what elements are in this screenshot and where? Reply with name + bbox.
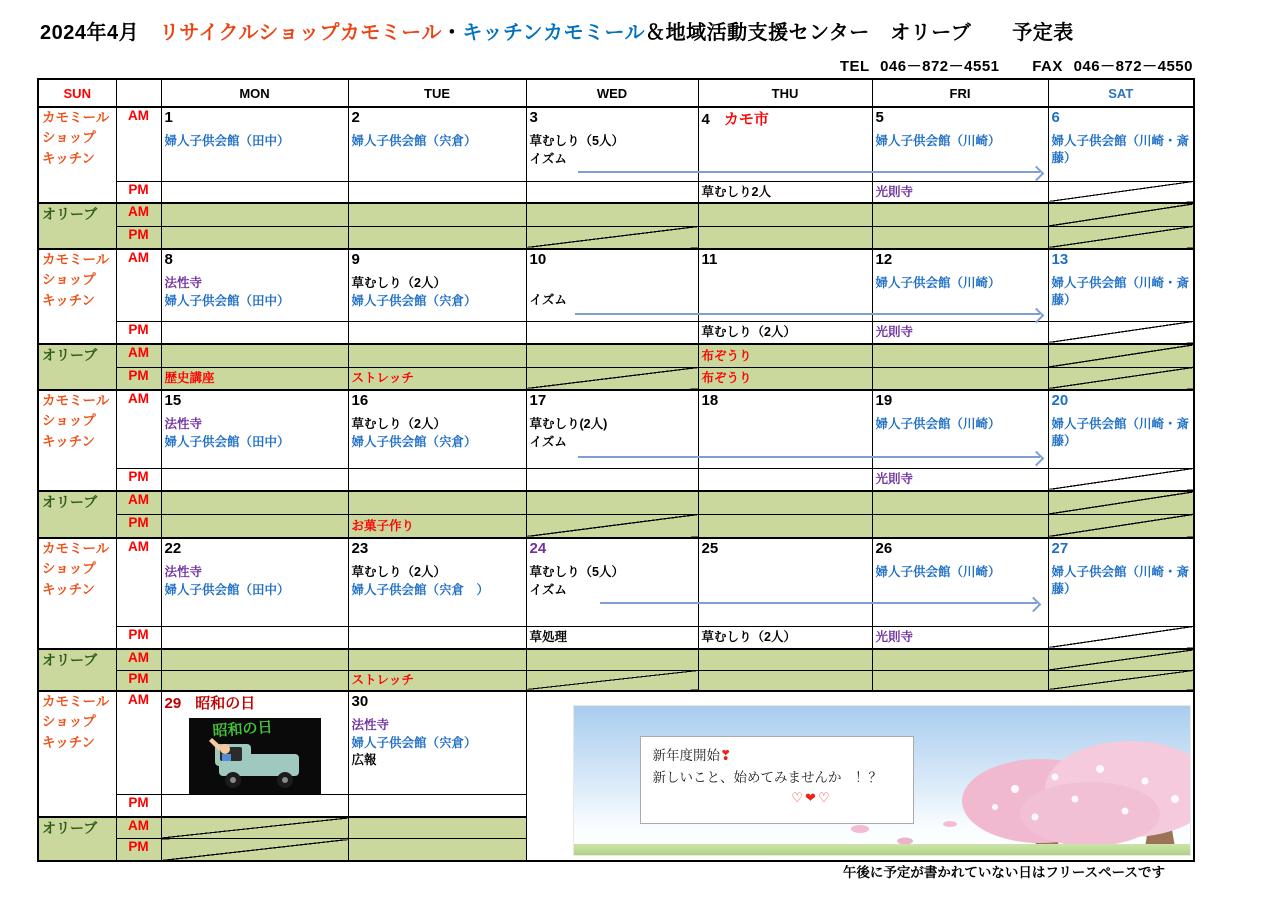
kamo-ichi-event: カモ市 — [723, 111, 769, 128]
w2-olive-am-label: AM — [116, 344, 161, 367]
w5-olive-am-tue — [348, 817, 526, 839]
d27-pm — [1048, 626, 1194, 649]
showa-day-holiday: 昭和の日 — [195, 695, 256, 712]
w1-olive-pm-thu — [698, 226, 872, 249]
w1-olive-am-mon — [161, 203, 348, 226]
w2-olive-pm-fri — [872, 367, 1048, 390]
d19-am: 19 婦人子供会館（川崎） — [872, 390, 1048, 468]
d10-am: 10 イズム — [526, 249, 698, 321]
w4-olive-am-wed — [526, 649, 698, 670]
w3-olive-am-wed — [526, 491, 698, 514]
d9-pm — [348, 321, 526, 344]
w4-olive-pm-row — [38, 670, 1194, 691]
chamomile-label: カモミール ショップ キッチン — [38, 249, 116, 344]
w2-am-label: AM — [116, 249, 161, 321]
d25-pm: 草むしり（2人） — [698, 626, 872, 649]
w3-olive-pm-row — [38, 514, 1194, 538]
d25-am: 25 — [698, 538, 872, 626]
d4-am: 4 カモ市 — [698, 107, 872, 181]
w4-olive-am-label: AM — [116, 649, 161, 670]
w1-pm-label: PM — [116, 181, 161, 203]
w4-olive-am-sat — [1048, 649, 1194, 670]
w3-olive-am-label: AM — [116, 491, 161, 514]
chamomile-label: カモミール ショップ キッチン — [38, 538, 116, 649]
d30-am: 30 法性寺 婦人子供会館（宍倉） 広報 — [348, 691, 526, 795]
w4-am-row — [38, 538, 1194, 626]
w1-olive-pm-tue — [348, 226, 526, 249]
w1-pm-row — [38, 181, 1194, 203]
d18-pm — [698, 468, 872, 491]
olive-label: オリーブ — [38, 344, 116, 390]
w2-olive-pm-tue: ストレッチ — [348, 367, 526, 390]
d24-pm: 草処理 — [526, 626, 698, 649]
contact-line — [840, 55, 1193, 76]
olive-label: オリーブ — [38, 817, 116, 861]
fax-number: 046－872－4550 — [1073, 58, 1193, 75]
d5-pm: 光則寺 — [872, 181, 1048, 203]
chamomile-label: カモミール ショップ キッチン — [38, 691, 116, 817]
footer-note: 午後に予定が書かれていない日はフリースペースです — [842, 865, 1165, 880]
d6-am: 6 婦人子供会館（川崎・斎藤） — [1048, 107, 1194, 181]
w4-olive-pm-sat — [1048, 670, 1194, 691]
w1-am-row — [38, 107, 1194, 181]
w4-olive-pm-tue: ストレッチ — [348, 670, 526, 691]
d27-am: 27 婦人子供会館（川崎・斎藤） — [1048, 538, 1194, 626]
d1-pm — [161, 181, 348, 203]
header-sat: SAT — [1048, 79, 1194, 107]
w5-pm-label: PM — [116, 795, 161, 817]
w3-olive-pm-mon — [161, 514, 348, 538]
d24-am: 24 草むしり（5人） イズム — [526, 538, 698, 626]
d26-am: 26 婦人子供会館（川崎） — [872, 538, 1048, 626]
w2-olive-am-tue — [348, 344, 526, 367]
w2-olive-am-sat — [1048, 344, 1194, 367]
w2-olive-am-mon — [161, 344, 348, 367]
schedule-arrow-week2 — [575, 313, 1040, 315]
w5-am-row — [38, 691, 1194, 795]
w2-olive-pm-thu: 布ぞうり — [698, 367, 872, 390]
w1-olive-pm-mon — [161, 226, 348, 249]
schedule-arrow-week4 — [600, 602, 1037, 604]
d3-am: 3 草むしり（5人） イズム — [526, 107, 698, 181]
w4-am-label: AM — [116, 538, 161, 626]
w3-am-label: AM — [116, 390, 161, 468]
w4-pm-label: PM — [116, 626, 161, 649]
d11-pm: 草むしり（2人） — [698, 321, 872, 344]
w3-olive-am-tue — [348, 491, 526, 514]
d17-pm — [526, 468, 698, 491]
d8-pm — [161, 321, 348, 344]
schedule-table — [37, 78, 1195, 862]
d12-am: 12 婦人子供会館（川崎） — [872, 249, 1048, 321]
w1-olive-am-tue — [348, 203, 526, 226]
chamomile-label: カモミール ショップ キッチン — [38, 107, 116, 203]
w4-olive-am-tue — [348, 649, 526, 670]
w3-olive-am-fri — [872, 491, 1048, 514]
olive-label: オリーブ — [38, 649, 116, 691]
w1-olive-am-label: AM — [116, 203, 161, 226]
w5-olive-pm-tue — [348, 839, 526, 861]
w4-pm-row — [38, 626, 1194, 649]
w2-am-row — [38, 249, 1194, 321]
w3-olive-pm-thu — [698, 514, 872, 538]
chamomile-label: カモミール ショップ キッチン — [38, 390, 116, 491]
title-dot: ・ — [441, 22, 463, 44]
w1-olive-am-sat — [1048, 203, 1194, 226]
w1-olive-am-fri — [872, 203, 1048, 226]
w4-olive-am-mon — [161, 649, 348, 670]
w1-olive-pm-sat — [1048, 226, 1194, 249]
spring-illustration-cell — [526, 691, 1194, 861]
d2-am: 2 婦人子供会館（宍倉） — [348, 107, 526, 181]
d3-pm — [526, 181, 698, 203]
d13-pm — [1048, 321, 1194, 344]
title-rest: ＆地域活動支援センター オリーブ 予定表 — [645, 22, 1074, 44]
d2-pm — [348, 181, 526, 203]
d19-pm: 光則寺 — [872, 468, 1048, 491]
w3-olive-pm-fri — [872, 514, 1048, 538]
w2-pm-label: PM — [116, 321, 161, 344]
header-fri: FRI — [872, 79, 1048, 107]
w4-olive-pm-wed — [526, 670, 698, 691]
w1-olive-pm-fri — [872, 226, 1048, 249]
w5-olive-pm-mon — [161, 839, 348, 861]
page-title — [40, 16, 1074, 45]
d12-pm: 光則寺 — [872, 321, 1048, 344]
tel-label: TEL — [839, 58, 870, 75]
tel-number: 046－872－4551 — [880, 58, 1000, 75]
w1-olive-am-row — [38, 203, 1194, 226]
w5-am-label: AM — [116, 691, 161, 795]
d29-am: 29 昭和の日 昭和の日 — [161, 691, 348, 795]
w3-olive-am-sat — [1048, 491, 1194, 514]
w2-olive-pm-wed — [526, 367, 698, 390]
hearts-icon: ♡❤♡ — [791, 790, 832, 806]
d22-pm — [161, 626, 348, 649]
header-blank — [116, 79, 161, 107]
schedule-arrow-week1 — [578, 171, 1040, 173]
w1-olive-pm-row — [38, 226, 1194, 249]
header-sun: SUN — [38, 79, 116, 107]
w2-pm-row — [38, 321, 1194, 344]
title-month: 2024年4月 — [40, 22, 140, 44]
w2-olive-am-fri — [872, 344, 1048, 367]
d22-am: 22 法性寺 婦人子供会館（田中） — [161, 538, 348, 626]
w5-olive-am-label: AM — [116, 817, 161, 839]
d16-am: 16 草むしり（2人） 婦人子供会館（宍倉） — [348, 390, 526, 468]
w4-olive-pm-fri — [872, 670, 1048, 691]
w1-olive-am-thu — [698, 203, 872, 226]
title-shop: リサイクルショップカモミール — [159, 22, 442, 44]
w2-olive-am-row — [38, 344, 1194, 367]
d23-am: 23 草むしり（2人） 婦人子供会館（宍倉 ） — [348, 538, 526, 626]
d15-pm — [161, 468, 348, 491]
w1-am-label: AM — [116, 107, 161, 181]
w4-olive-pm-thu — [698, 670, 872, 691]
d5-am: 5 婦人子供会館（川崎） — [872, 107, 1048, 181]
w1-olive-pm-label: PM — [116, 226, 161, 249]
d16-pm — [348, 468, 526, 491]
header-tue: TUE — [348, 79, 526, 107]
d8-am: 8 法性寺 婦人子供会館（田中） — [161, 249, 348, 321]
olive-label: オリーブ — [38, 203, 116, 249]
w3-pm-row — [38, 468, 1194, 491]
d9-am: 9 草むしり（2人） 婦人子供会館（宍倉） — [348, 249, 526, 321]
d11-am: 11 — [698, 249, 872, 321]
w4-olive-am-fri — [872, 649, 1048, 670]
w2-olive-pm-sat — [1048, 367, 1194, 390]
grass-strip — [574, 844, 1190, 855]
d4-pm: 草むしり2人 — [698, 181, 872, 203]
new-year-note-box: 新年度開始❣ 新しいこと、始めてみませんか ！？ ♡❤♡ — [640, 736, 914, 824]
w3-pm-label: PM — [116, 468, 161, 491]
w1-olive-am-wed — [526, 203, 698, 226]
w1-olive-pm-wed — [526, 226, 698, 249]
title-kitchen: キッチンカモミール — [462, 22, 646, 44]
weekday-header-row — [38, 79, 1194, 107]
header-wed: WED — [526, 79, 698, 107]
spring-illustration — [573, 705, 1191, 856]
w3-olive-am-mon — [161, 491, 348, 514]
svg-text:昭和の日: 昭和の日 — [211, 718, 273, 740]
w5-olive-pm-label: PM — [116, 839, 161, 861]
w2-olive-pm-mon: 歴史講座 — [161, 367, 348, 390]
d26-pm: 光則寺 — [872, 626, 1048, 649]
heart-exclamation-icon: ❣ — [720, 748, 732, 763]
showa-day-truck-image — [189, 718, 321, 794]
w4-olive-am-row — [38, 649, 1194, 670]
w4-olive-pm-mon — [161, 670, 348, 691]
d17-am: 17 草むしり(2人) イズム — [526, 390, 698, 468]
w3-olive-pm-wed — [526, 514, 698, 538]
w3-olive-pm-sat — [1048, 514, 1194, 538]
fax-label: FAX — [1032, 58, 1063, 75]
d23-pm — [348, 626, 526, 649]
d13-am: 13 婦人子供会館（川崎・斎藤） — [1048, 249, 1194, 321]
w2-olive-pm-row — [38, 367, 1194, 390]
w2-olive-am-wed — [526, 344, 698, 367]
d18-am: 18 — [698, 390, 872, 468]
d1-am: 1 婦人子供会館（田中） — [161, 107, 348, 181]
d20-pm — [1048, 468, 1194, 491]
d10-pm — [526, 321, 698, 344]
header-thu: THU — [698, 79, 872, 107]
w5-olive-am-mon — [161, 817, 348, 839]
d6-pm — [1048, 181, 1194, 203]
schedule-arrow-week3 — [578, 456, 1040, 458]
w4-olive-pm-label: PM — [116, 670, 161, 691]
w3-olive-pm-tue: お菓子作り — [348, 514, 526, 538]
w3-olive-am-row — [38, 491, 1194, 514]
d15-am: 15 法性寺 婦人子供会館（田中） — [161, 390, 348, 468]
w2-olive-pm-label: PM — [116, 367, 161, 390]
w2-olive-am-thu: 布ぞうり — [698, 344, 872, 367]
header-mon: MON — [161, 79, 348, 107]
d30-pm — [348, 795, 526, 817]
w3-olive-am-thu — [698, 491, 872, 514]
olive-label: オリーブ — [38, 491, 116, 538]
w4-olive-am-thu — [698, 649, 872, 670]
d20-am: 20 婦人子供会館（川崎・斎藤） — [1048, 390, 1194, 468]
d29-pm — [161, 795, 348, 817]
w3-olive-pm-label: PM — [116, 514, 161, 538]
